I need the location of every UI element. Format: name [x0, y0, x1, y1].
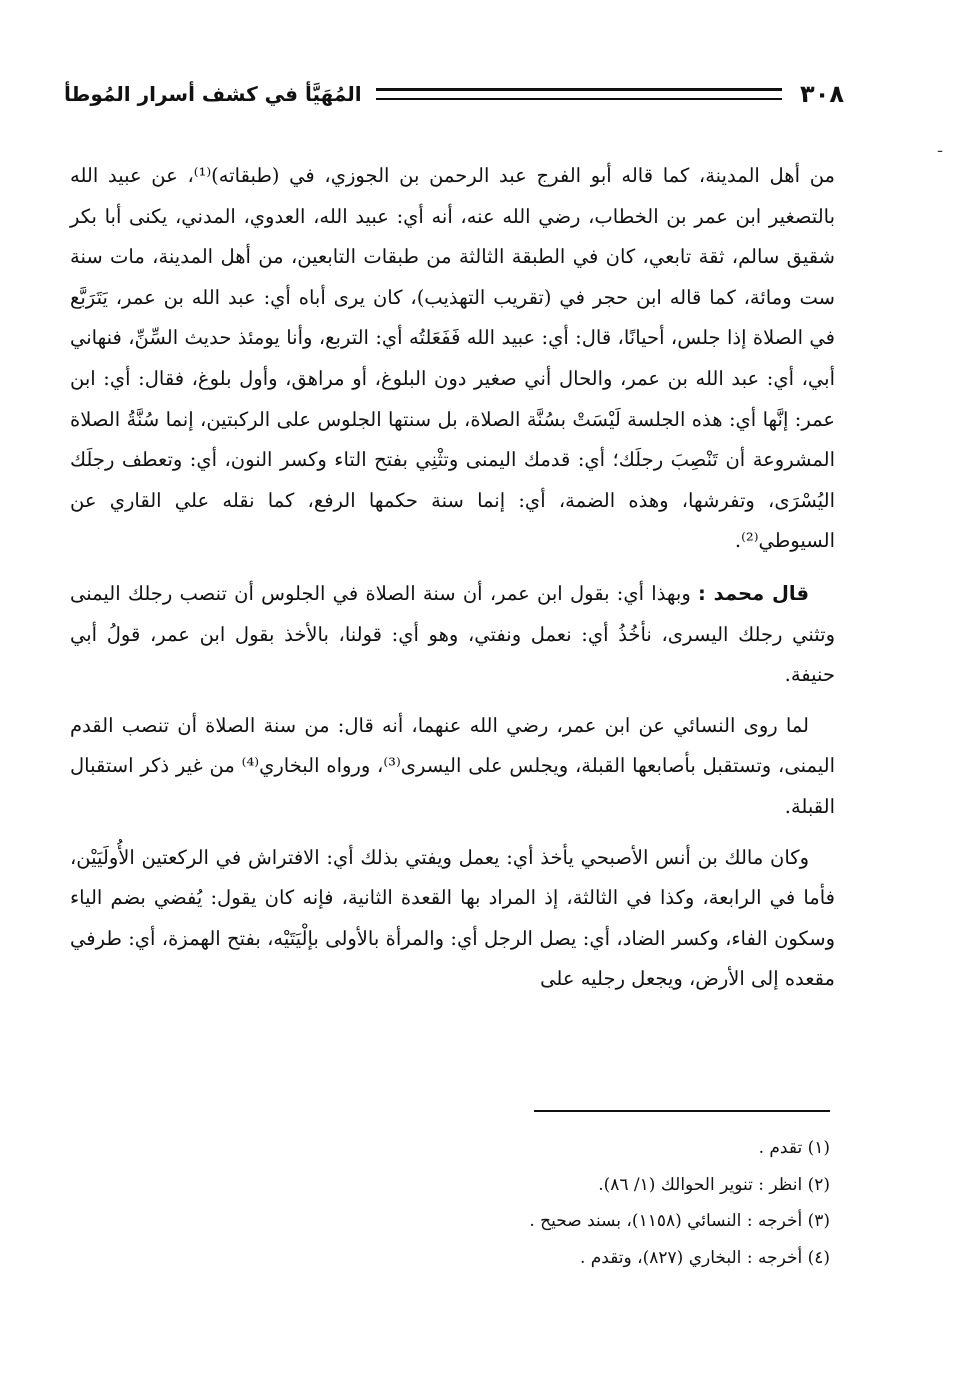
book-title: المُهَيَّأ في كشف أسرار المُوطأ — [64, 82, 362, 106]
paragraph-4: وكان مالك بن أنس الأصبحي يأخذ أي: يعمل ويفتي بذلك أي: الافتراش في الركعتين الأُولَيَيْن، فأما في الرابعة، وكذا في الثالثة، إذ المراد بها القعدة الثانية، فإنه كان يقول: يُفضي بضم الياء وسكون الفاء، وكسر الضاد، أي: يصل الرجل أي: والمرأة بالأولى بإلْيَتَيْه، بفتح الهمزة، أي: طرفي مقعده إلى الأرض، ويجعل رجليه على — [70, 845, 835, 991]
page-header — [64, 74, 844, 114]
footnote-2: (٢) انظر : تنوير الحوالك (١/ ٨٦). — [598, 1174, 830, 1195]
footnote-3: (٣) أخرجه : النسائي (١١٥٨)، بسند صحيح . — [529, 1211, 830, 1231]
paragraph-2-text: وبهذا أي: بقول ابن عمر، أن سنة الصلاة في الجلوس أن تنصب رجلك اليمنى وتثني رجلك اليسرى، نأخُذُ أي: نعمل ونفتي، وهو أي: قولنا، بالأخذ بقول ابن عمر، قولُ أبي حنيفة. — [70, 581, 835, 687]
footnote-divider — [534, 1110, 830, 1112]
footnote-4: (٤) أخرجه : البخاري (٨٢٧)، وتقدم . — [579, 1247, 830, 1268]
header-rule — [376, 88, 782, 100]
corner-mark: ـ — [938, 140, 943, 156]
footnote-1: (١) تقدم . — [758, 1138, 830, 1158]
speaker-label: قال محمد : — [698, 581, 809, 605]
body-text — [70, 156, 835, 1010]
paragraph-3: لما روى النسائي عن ابن عمر، رضي الله عنهما، أنه قال: من سنة الصلاة أن تنصب القدم اليمنى، وتستقبل بأصابعها القبلة، ويجلس على اليسرى⁽³⁾، ورواه البخاري⁽⁴⁾ من غير ذكر استقبال القبلة. — [70, 713, 835, 818]
paragraph-1: من أهل المدينة، كما قاله أبو الفرج عبد الرحمن بن الجوزي، في (طبقاته)⁽¹⁾، عن عبيد الله بالتصغير ابن عمر بن الخطاب، رضي الله عنه، أنه أي: عبيد الله، العدوي، المدني، يكنى أبا بكر شقيق سالم، ثقة تابعي، كان في الطبقة الثالثة من طبقات التابعين، من أهل المدينة، مات سنة ست ومائة، كما قاله ابن حجر في (تقريب التهذيب)، كان يرى أباه أي: عبد الله بن عمر، يَتَرَبَّع في الصلاة إذا جلس، أحيانًا، قال: أي: عبيد الله فَفَعَلتُه أي: التربع، وأنا يومئذ حديث السِّنِّ، فنهاني أبي، أي: عبد الله بن عمر، والحال أني صغير دون البلوغ، أو مراهق، وأول بلوغ، فقال: أي: ابن عمر: إنَّها أي: هذه الجلسة لَيْسَتْ بسُنَّة الصلاة، بل سنتها الجلوس على الركبتين، إنما سُنَّةُ الصلاة المشروعة أن تَنْصِبَ رجلَك؛ أي: قدمك اليمنى وتثْنِي بفتح التاء وكسر النون، أي: وتعطف رجلَك اليُسْرَى، وتفرشها، وهذه الضمة، أي: إنما سنة حكمها الرفع، كما نقله علي القاري عن السيوطي⁽²⁾. — [70, 164, 835, 553]
footnotes — [300, 1130, 830, 1276]
page-number: ٣٠٨ — [800, 80, 844, 108]
paragraph-2 — [70, 574, 835, 696]
